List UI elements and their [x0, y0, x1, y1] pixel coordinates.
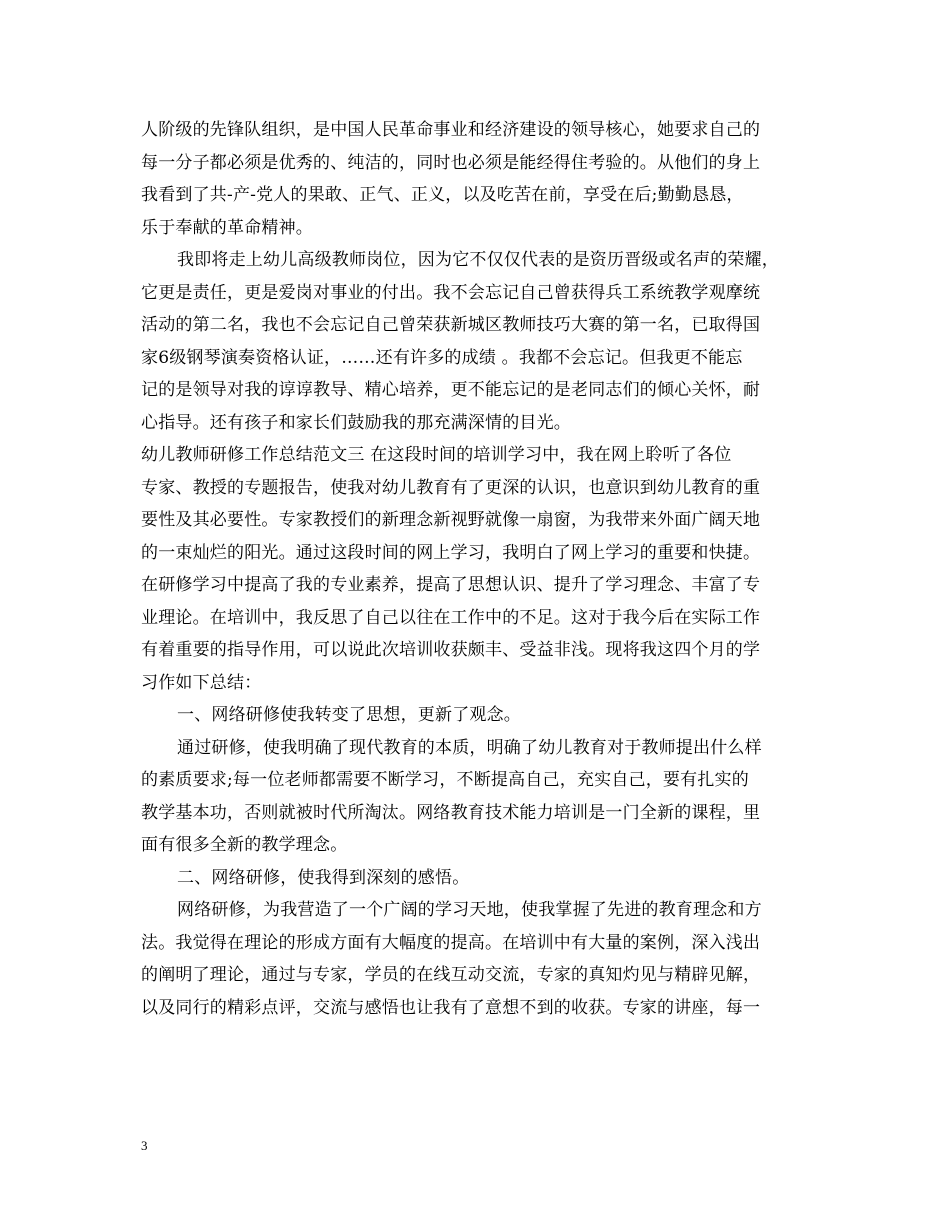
text-line: 法。我觉得在理论的形成方面有大幅度的提高。在培训中有大量的案例，深入浅出	[141, 932, 761, 953]
text-line: 网络研修，为我营造了一个广阔的学习天地，使我掌握了先进的教育理念和方	[177, 900, 762, 920]
text-line: 专家、教授的专题报告，使我对幼儿教育有了更深的认识，也意识到幼儿教育的重	[141, 477, 761, 498]
text-line: 的素质要求;每一位老师都需要不断学习，不断提高自己，充实自己，要有扎实的	[141, 770, 749, 790]
text-line: 它更是责任，更是爱岗对事业的付出。我不会忘记自己曾获得兵工系统教学观摩统	[141, 282, 761, 303]
text-line: 二、网络研修，使我得到深刻的感悟。	[177, 867, 470, 888]
text-line: 要性及其必要性。专家教授们的新理念新视野就像一扇窗，为我带来外面广阔天地	[141, 510, 761, 530]
text-line: 乐于奉献的革命精神。	[141, 217, 313, 238]
text-line: 的阐明了理论，通过与专家，学员的在线互动交流，专家的真知灼见与精辟见解，	[141, 965, 761, 985]
text-line: 的一束灿烂的阳光。通过这段时间的网上学习，我明白了网上学习的重要和快捷。	[141, 542, 761, 563]
text-line: 以及同行的精彩点评，交流与感悟也让我有了意想不到的收获。专家的讲座，每一	[141, 997, 761, 1018]
text-line: 有着重要的指导作用，可以说此次培训收获颇丰、受益非浅。现将我这四个月的学	[141, 640, 761, 660]
text-line: 我即将走上幼儿高级教师岗位，因为它不仅仅代表的是资历晋级或名声的荣耀，	[177, 250, 779, 270]
text-line: 人阶级的先锋队组织，是中国人民革命事业和经济建设的领导核心，她要求自己的	[141, 120, 761, 140]
body-text	[141, 114, 809, 1024]
text-line: 家6级钢琴演奏资格认证，……还有许多的成绩 。我都不会忘记。但我更不能忘	[141, 347, 743, 368]
text-line: 心指导。还有孩子和家长们鼓励我的那充满深情的目光。	[141, 412, 571, 433]
text-line: 活动的第二名，我也不会忘记自己曾荣获新城区教师技巧大赛的第一名，已取得国	[141, 315, 761, 335]
text-line: 我看到了共-产-党人的果敢、正气、正义，以及吃苦在前，享受在后;勤勤恳恳，	[141, 185, 744, 205]
text-line: 面有很多全新的教学理念。	[141, 835, 348, 855]
text-line: 业理论。在培训中，我反思了自己以往在工作中的不足。这对于我今后在实际工作	[141, 607, 761, 628]
text-line: 通过研修，使我明确了现代教育的本质，明确了幼儿教育对于教师提出什么样	[177, 737, 762, 758]
text-line: 一、网络研修使我转变了思想，更新了观念。	[177, 705, 521, 725]
text-line: 在研修学习中提高了我的专业素养，提高了思想认识、提升了学习理念、丰富了专	[141, 575, 761, 595]
page-number: 3	[141, 1138, 148, 1153]
text-line: 习作如下总结：	[141, 672, 262, 693]
text-line: 幼儿教师研修工作总结范文三 在这段时间的培训学习中，我在网上聆听了各位	[141, 445, 732, 465]
text-line: 每一分子都必须是优秀的、纯洁的，同时也必须是能经得住考验的。从他们的身上	[141, 152, 761, 173]
text-line: 记的是领导对我的谆谆教导、精心培养，更不能忘记的是老同志们的倾心关怀，耐	[141, 380, 761, 400]
text-line: 教学基本功，否则就被时代所淘汰。网络教育技术能力培训是一门全新的课程，里	[141, 802, 761, 823]
